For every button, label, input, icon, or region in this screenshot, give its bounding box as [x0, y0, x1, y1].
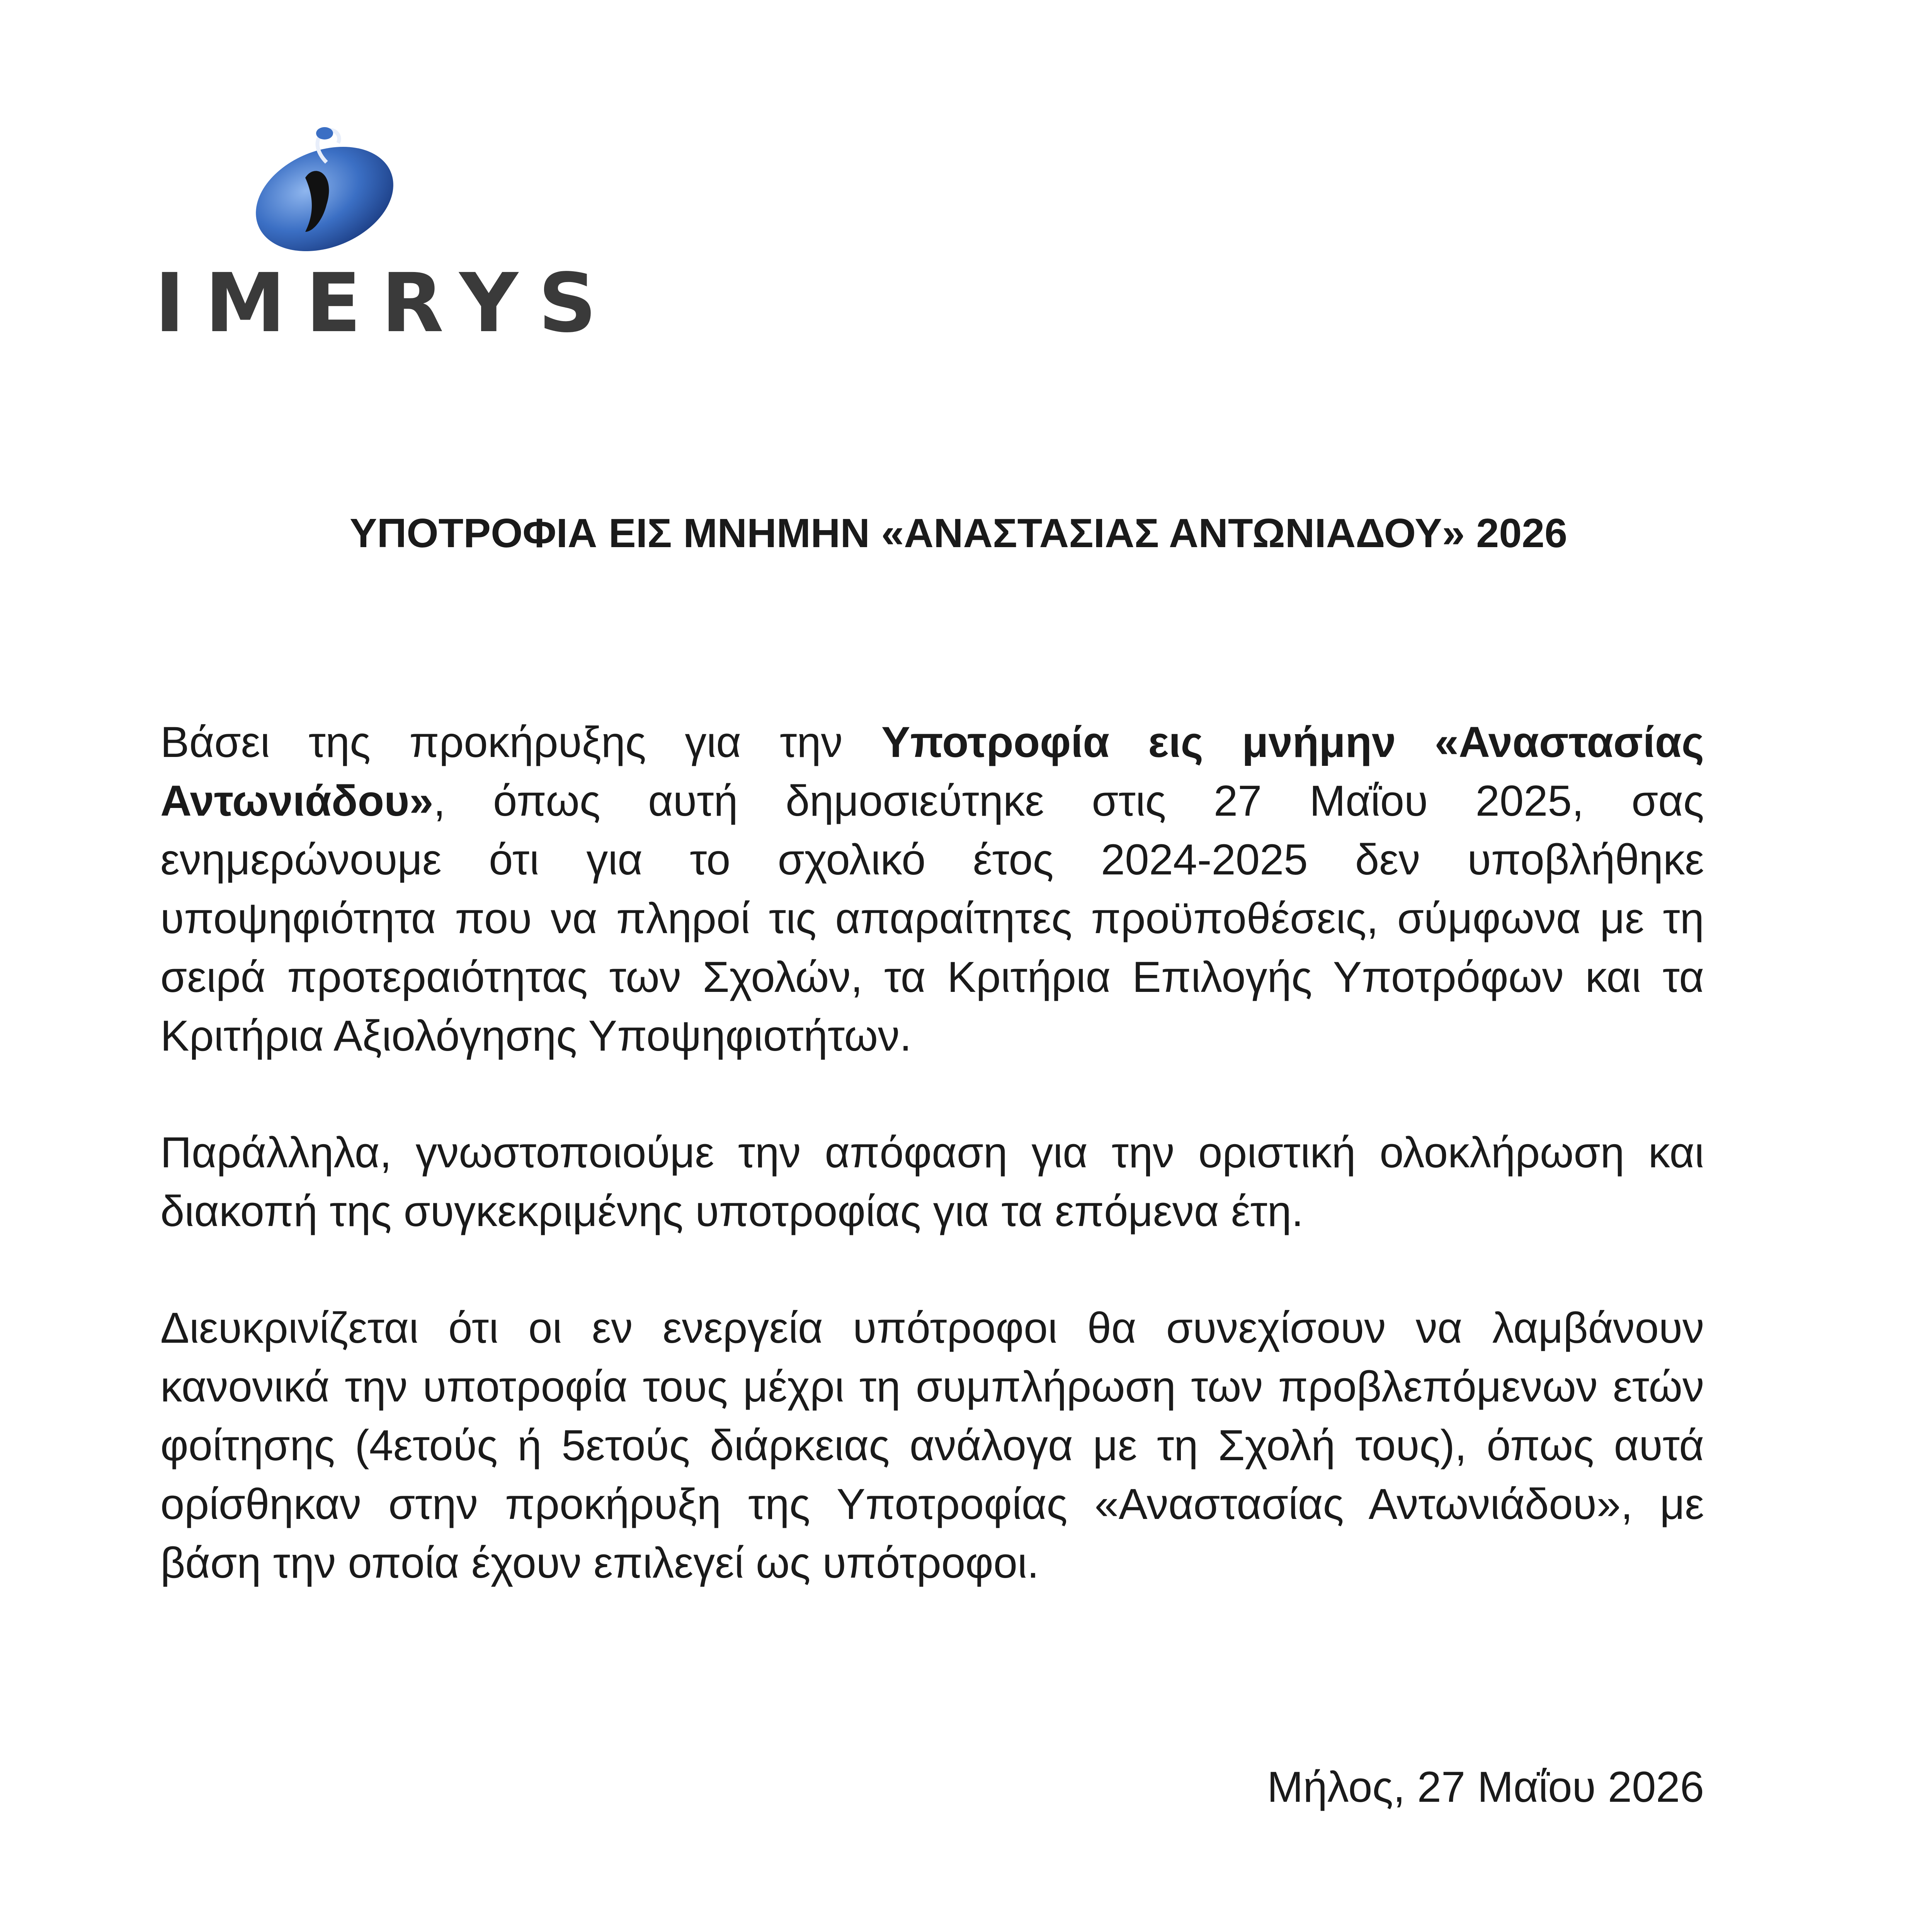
document-title: ΥΠΟΤΡΟΦΙΑ ΕΙΣ ΜΝΗΜΗΝ «ΑΝΑΣΤΑΣΙΑΣ ΑΝΤΩΝΙΑΔΟΥ» 2026 [349, 510, 1568, 556]
paragraph-1: Βάσει της προκήρυξης για την Υποτροφία εις μνήμην «Αναστασίας Αντωνιάδου», όπως αυτή δημοσιεύτηκε στις 27 Μαΐου 2025, σας ενημερώνουμε ότι για το σχολικό έτος 2024-2025 δεν υποβλήθηκε υποψηφιότητα που να πληροί τις απαραίτητες προϋποθέσεις, σύμφωνα με τη σειρά προτεραιότητας των Σχολών, τα Κριτήρια Επιλογής Υποτρόφων και τα Κριτήρια Αξιολόγησης Υποψηφιοτήτων. [160, 718, 1704, 1060]
paragraph-3: Διευκρινίζεται ότι οι εν ενεργεία υπότροφοι θα συνεχίσουν να λαμβάνουν κανονικά την υποτροφία τους μέχρι τη συμπλήρωση των προβλεπόμενων ετών φοίτησης (4ετούς ή 5ετούς διάρκειας ανάλογα με τη Σχολή τους), όπως αυτά ορίσθηκαν στην προκήρυξη της Υποτροφίας «Αναστασίας Αντωνιάδου», με βάση την οποία έχουν επιλεγεί ως υπότροφοι. [160, 1304, 1704, 1587]
company-wordmark: IMERYS [155, 256, 617, 350]
paragraph-2: Παράλληλα, γνωστοποιούμε την απόφαση για την οριστική ολοκλήρωση και διακοπή της συγκεκριμένης υποτροφίας για τα επόμενα έτη. [160, 1128, 1704, 1235]
letter-body [160, 713, 1704, 1650]
imerys-logo-icon [247, 116, 410, 255]
scholarship-name: Υποτροφία εις μνήμην «Αναστασίας Αντωνιάδου» [160, 718, 1704, 825]
place-date: Μήλος, 27 Μαΐου 2026 [1267, 1763, 1704, 1811]
imerys-logo [155, 116, 617, 355]
